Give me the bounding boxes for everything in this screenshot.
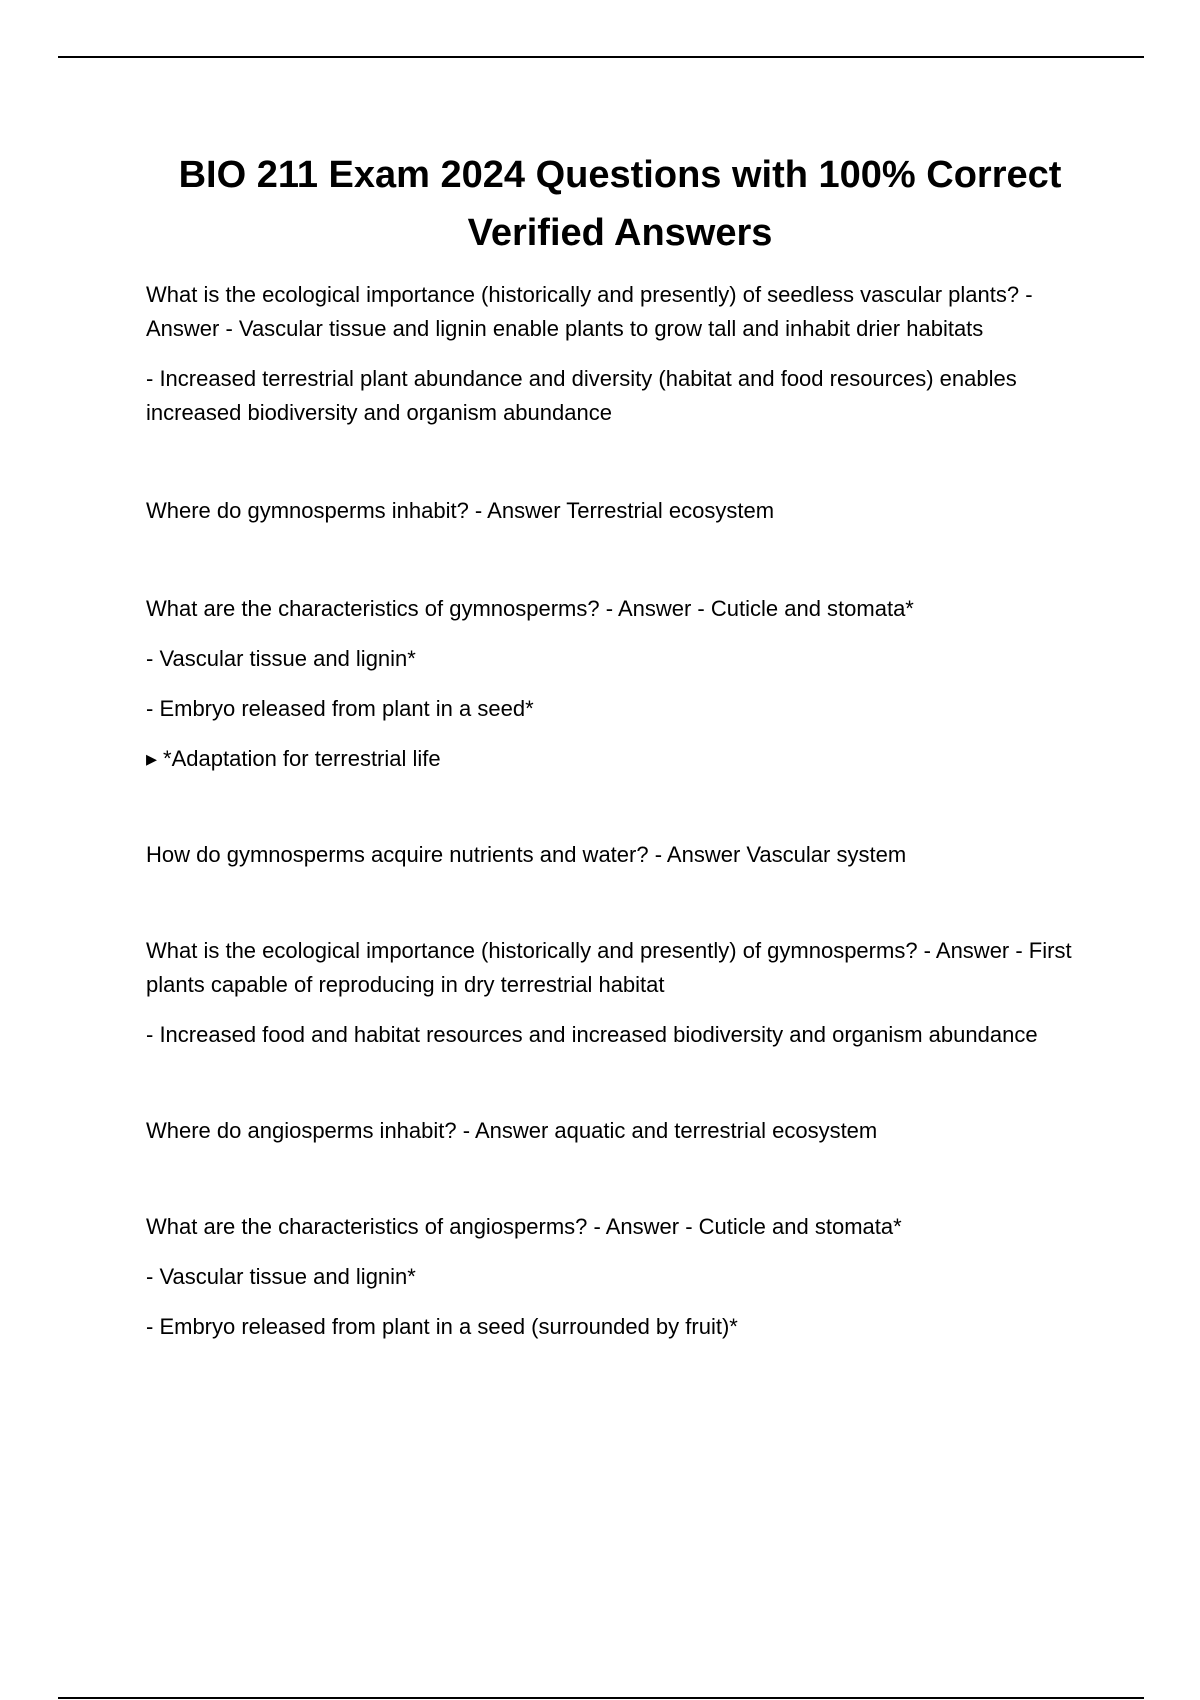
qa-gymnosperm-habitat: Where do gymnosperms inhabit? - Answer Terrestrial ecosystem [146,498,775,523]
footer-rule [58,1697,1144,1699]
gymnosperm-char-embryo: - Embryo released from plant in a seed* [146,696,534,721]
angiosperm-char-vascular: - Vascular tissue and lignin* [146,1264,416,1289]
qa-gymnosperm-nutrients: How do gymnosperms acquire nutrients and water? - Answer Vascular system [146,842,907,867]
qa-seedless-importance: What is the ecological importance (historically and presently) of seedless vascular plants? - Answer - Vascular tissue and lignin enable plants to grow tall and inhabit drier habitats [146,282,1033,341]
qa-gymnosperm-importance-cont: - Increased food and habitat resources and increased biodiversity and organism abundance [146,1022,1038,1047]
document-body [146,278,1096,1344]
qa-angiosperm-characteristics: What are the characteristics of angiosperms? - Answer - Cuticle and stomata* [146,1214,902,1239]
qa-gymnosperm-characteristics: What are the characteristics of gymnosperms? - Answer - Cuticle and stomata* [146,596,914,621]
qa-angiosperm-habitat: Where do angiosperms inhabit? - Answer aquatic and terrestrial ecosystem [146,1118,878,1143]
adaptation-note: *Adaptation for terrestrial life [163,746,441,771]
triangle-bullet-icon: ▸ [146,746,158,771]
gymnosperm-char-vascular: - Vascular tissue and lignin* [146,646,416,671]
document-title: BIO 211 Exam 2024 Questions with 100% Correct Verified Answers [178,154,1062,254]
qa-gymnosperm-importance: What is the ecological importance (historically and presently) of gymnosperms? - Answer - First plants capable of reproducing in dry terrestrial habitat [146,938,1072,997]
gymnosperm-char-note [146,742,1096,776]
qa-seedless-importance-cont: - Increased terrestrial plant abundance and diversity (habitat and food resources) enables increased biodiversity and organism abundance [146,366,1017,425]
header-rule [58,56,1144,58]
angiosperm-char-embryo: - Embryo released from plant in a seed (surrounded by fruit)* [146,1314,738,1339]
